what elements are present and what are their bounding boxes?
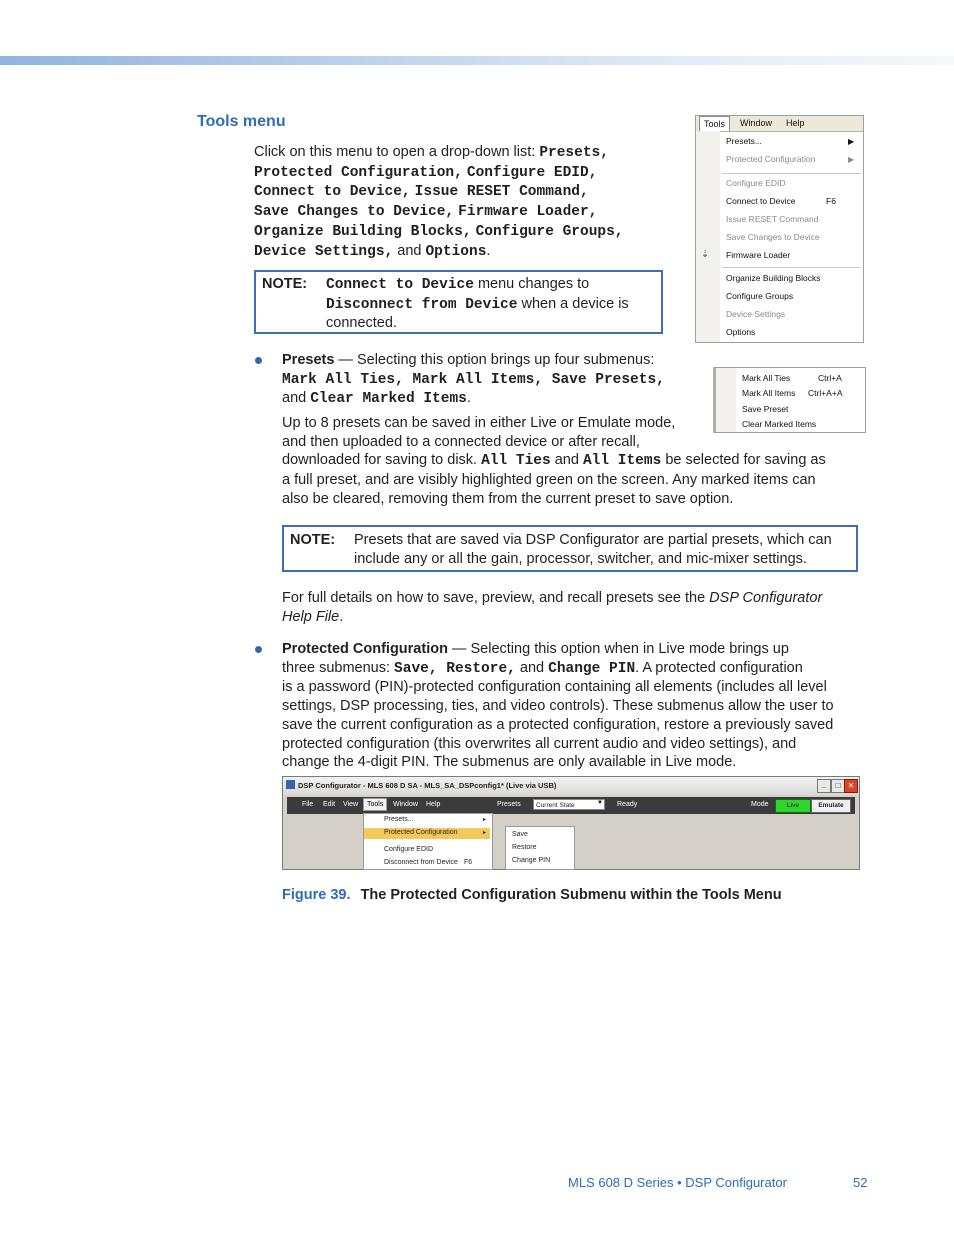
menu-item-organize-building-blocks[interactable] xyxy=(726,273,821,283)
menu-item-ref: Protected Configuration, xyxy=(254,164,463,181)
submenu-arrow-icon: ▶ xyxy=(848,155,855,164)
protected-line: settings, DSP processing, ties, and video controls). These submenus allow the user to xyxy=(282,698,834,715)
menu-item-label: Protected Configuration xyxy=(726,154,816,164)
note-box xyxy=(282,525,858,572)
menu-item-ref: Configure EDID, xyxy=(466,164,598,181)
presets-line: a full preset, and are visibly highlighted green on the screen. Any marked items can xyxy=(282,472,816,489)
menu-item-configure-edid[interactable] xyxy=(726,178,786,188)
presets-and: and xyxy=(282,390,311,407)
menu-bar xyxy=(696,116,863,132)
note-code: Connect to Device xyxy=(326,277,474,293)
menu-item-connect-to-device[interactable] xyxy=(726,196,795,206)
menu-item-label: Configure EDID xyxy=(726,178,786,188)
menu-separator xyxy=(722,173,861,174)
tools-menu-screenshot xyxy=(695,115,864,343)
menu-help[interactable]: Help xyxy=(786,118,805,128)
menu-item-label: Save Preset xyxy=(742,404,789,414)
presets-line: Up to 8 presets can be saved in either Live or Emulate mode, xyxy=(282,415,676,431)
menu-item-ref: Firmware Loader, xyxy=(458,204,598,221)
protected-submenu xyxy=(505,826,575,870)
intro-end: . xyxy=(486,242,491,259)
details-paragraph xyxy=(282,589,854,626)
menu-item-ref: Device Settings, xyxy=(254,243,394,260)
intro-and: and xyxy=(393,242,426,259)
menu-item-label: Clear Marked Items xyxy=(742,419,817,429)
details-ref: Help File xyxy=(282,608,340,625)
bullet-icon xyxy=(255,357,262,364)
note-code: Disconnect from Device xyxy=(326,296,518,313)
menu-item-device-settings[interactable] xyxy=(726,309,785,319)
menu-shortcut: Ctrl+A+A xyxy=(808,388,843,398)
mode-label: Mode xyxy=(751,801,769,808)
menu-item-label: Device Settings xyxy=(726,309,786,319)
menu-item-ref: Save Changes to Device, xyxy=(254,204,455,221)
protected-paragraph xyxy=(282,640,858,772)
menu-item-label: Connect to Device xyxy=(726,196,796,206)
note-text xyxy=(326,275,656,333)
menu-item-presets[interactable] xyxy=(726,136,762,146)
protected-line: save the current configuration as a protected configuration, restore a previously saved xyxy=(282,716,834,733)
menu-item-protected-configuration[interactable] xyxy=(726,154,815,164)
chevron-down-icon[interactable]: ▼ xyxy=(597,800,603,806)
protected-term: Protected Configuration xyxy=(282,641,448,657)
presets-line: also be cleared, removing them from the current preset to save option. xyxy=(282,490,734,507)
menu-item-ref: Connect to Device, xyxy=(254,184,411,201)
details-ref: DSP Configurator xyxy=(709,590,823,606)
dsp-configurator-screenshot xyxy=(282,776,860,870)
protected-line: three submenus: xyxy=(282,659,395,676)
header-gradient-bar xyxy=(0,56,954,65)
app-menu-bar xyxy=(287,797,855,814)
tools-dropdown xyxy=(363,813,493,870)
protected-line: . A protected configuration xyxy=(635,659,803,676)
presets-select[interactable] xyxy=(533,799,605,810)
submenu-item-change-pin[interactable]: Change PIN xyxy=(512,857,551,864)
menu-item-firmware-loader[interactable] xyxy=(726,250,790,260)
menu-tools[interactable]: Tools xyxy=(699,116,730,131)
menu-tools[interactable]: Tools xyxy=(363,798,387,811)
maximize-icon[interactable]: □ xyxy=(831,779,845,793)
emulate-button[interactable]: Emulate xyxy=(811,799,851,813)
presets-body xyxy=(282,414,858,509)
presets-select-value: Current State xyxy=(536,802,575,809)
menu-help[interactable]: Help xyxy=(426,801,441,808)
presets-and: and xyxy=(550,452,583,469)
note-text-part: menu changes to xyxy=(473,276,590,292)
figure-title: The Protected Configuration Submenu within the Tools Menu xyxy=(360,887,782,903)
page-number: 52 xyxy=(853,1175,868,1190)
presets-term: Presets xyxy=(282,352,335,368)
download-arrow-icon: ⇣ xyxy=(701,249,710,260)
submenu-arrow-icon: ▶ xyxy=(848,137,855,146)
details-text: For full details on how to save, preview, and recall presets see the xyxy=(282,590,710,606)
menu-item-ref: Presets, xyxy=(539,145,609,161)
minimize-icon[interactable]: _ xyxy=(817,779,831,793)
presets-line: downloaded for saving to disk. xyxy=(282,452,482,469)
menu-item-save-preset[interactable] xyxy=(742,404,788,414)
details-end: . xyxy=(339,608,344,625)
menu-item-label: Presets... xyxy=(726,136,762,146)
menu-window[interactable]: Window xyxy=(740,118,773,128)
presets-end: . xyxy=(466,390,471,407)
menu-item-protected-configuration[interactable]: Protected Configuration xyxy=(384,829,458,836)
submenu-item-restore[interactable]: Restore xyxy=(512,844,537,851)
note-text xyxy=(354,531,854,568)
menu-item-label: Issue RESET Command xyxy=(726,214,819,224)
menu-item-label: Configure Groups xyxy=(726,291,794,301)
menu-item-label: Mark All Items xyxy=(742,388,796,398)
note-label: NOTE: xyxy=(262,276,308,292)
presets-code: All Items xyxy=(582,453,662,470)
menu-item-label: Organize Building Blocks xyxy=(726,273,821,283)
note-text-part: when a device is connected. xyxy=(326,295,629,332)
window-titlebar xyxy=(283,777,859,795)
close-icon[interactable]: ✕ xyxy=(844,779,858,793)
figure-caption xyxy=(282,887,782,903)
menu-view[interactable]: View xyxy=(343,801,359,808)
menu-item-issue-reset[interactable] xyxy=(726,214,818,224)
status-ready: Ready xyxy=(617,801,638,808)
protected-line: is a password (PIN)-protected configuration containing all elements (includes all level xyxy=(282,679,827,696)
menu-item-ref: Configure Groups, xyxy=(475,223,624,240)
intro-lead: Click on this menu to open a drop-down list: xyxy=(254,144,540,160)
intro-paragraph xyxy=(254,143,674,261)
presets-code: All Ties xyxy=(481,453,551,470)
menu-item-options[interactable] xyxy=(726,327,755,337)
menu-edit[interactable]: Edit xyxy=(323,801,336,808)
section-heading: Tools menu xyxy=(197,113,286,130)
menu-item-presets[interactable]: Presets... xyxy=(384,816,414,823)
protected-code: Change PIN xyxy=(548,660,636,677)
menu-window[interactable]: Window xyxy=(393,801,418,808)
note-line: include any or all the gain, processor, switcher, and mic-mixer settings. xyxy=(354,550,807,567)
protected-dash: — Selecting this option when in Live mode brings up xyxy=(447,641,789,657)
menu-item-save-changes[interactable] xyxy=(726,232,820,242)
menu-item-label: Options xyxy=(726,327,756,337)
menu-item-label: Save Changes to Device xyxy=(726,232,820,242)
menu-item-ref: Organize Building Blocks, xyxy=(254,223,472,240)
presets-label: Presets xyxy=(497,801,521,808)
menu-item-configure-groups[interactable] xyxy=(726,291,793,301)
menu-item-ref: Options xyxy=(425,243,487,260)
presets-line: be selected for saving as xyxy=(661,452,826,469)
presets-intro xyxy=(282,351,712,409)
menu-icon-strip xyxy=(696,131,720,342)
menu-item-configure-edid[interactable]: Configure EDID xyxy=(384,846,434,853)
presets-submenus: Mark All Ties, Mark All Items, Save Presets, xyxy=(282,371,665,388)
app-icon xyxy=(286,780,295,789)
menu-item-ref: Issue RESET Command, xyxy=(414,184,589,201)
submenu-item-save[interactable]: Save xyxy=(512,831,528,838)
presets-line: and then uploaded to a connected device or after recall, xyxy=(282,433,640,450)
menu-shortcut: F6 xyxy=(464,859,473,866)
live-button[interactable]: Live xyxy=(775,799,811,813)
bullet-icon xyxy=(255,646,262,653)
presets-submenu-last: Clear Marked Items xyxy=(310,391,467,408)
note-box xyxy=(254,270,663,334)
footer-title: MLS 608 D Series • DSP Configurator xyxy=(568,1175,787,1190)
note-line: Presets that are saved via DSP Configurator are partial presets, which can xyxy=(354,532,832,548)
menu-item-mark-all-ties[interactable] xyxy=(742,373,790,383)
menu-item-mark-all-items[interactable] xyxy=(742,388,795,398)
submenu-arrow-icon: ▸ xyxy=(483,830,487,836)
protected-line: protected configuration (this overwrites all current audio and video settings), and xyxy=(282,735,797,752)
menu-item-label: Mark All Ties xyxy=(742,373,791,383)
note-label: NOTE: xyxy=(290,532,336,548)
protected-code: Save, Restore, xyxy=(394,660,516,677)
protected-and: and xyxy=(515,659,549,676)
menu-shortcut: F6 xyxy=(826,196,836,206)
menu-item-disconnect[interactable]: Disconnect from Device xyxy=(384,859,458,866)
submenu-arrow-icon: ▸ xyxy=(483,817,487,823)
figure-label: Figure 39. xyxy=(282,887,351,903)
presets-dash: — Selecting this option brings up four submenus: xyxy=(334,352,655,368)
menu-shortcut: Ctrl+A xyxy=(818,373,842,383)
menu-separator xyxy=(722,267,861,268)
menu-item-label: Firmware Loader xyxy=(726,250,791,260)
window-title: DSP Configurator - MLS 608 D SA - MLS_SA_DSPconfig1* (Live via USB) xyxy=(298,781,557,790)
protected-line: change the 4-digit PIN. The submenus are only available in Live mode. xyxy=(282,754,737,771)
menu-file[interactable]: File xyxy=(302,801,314,808)
